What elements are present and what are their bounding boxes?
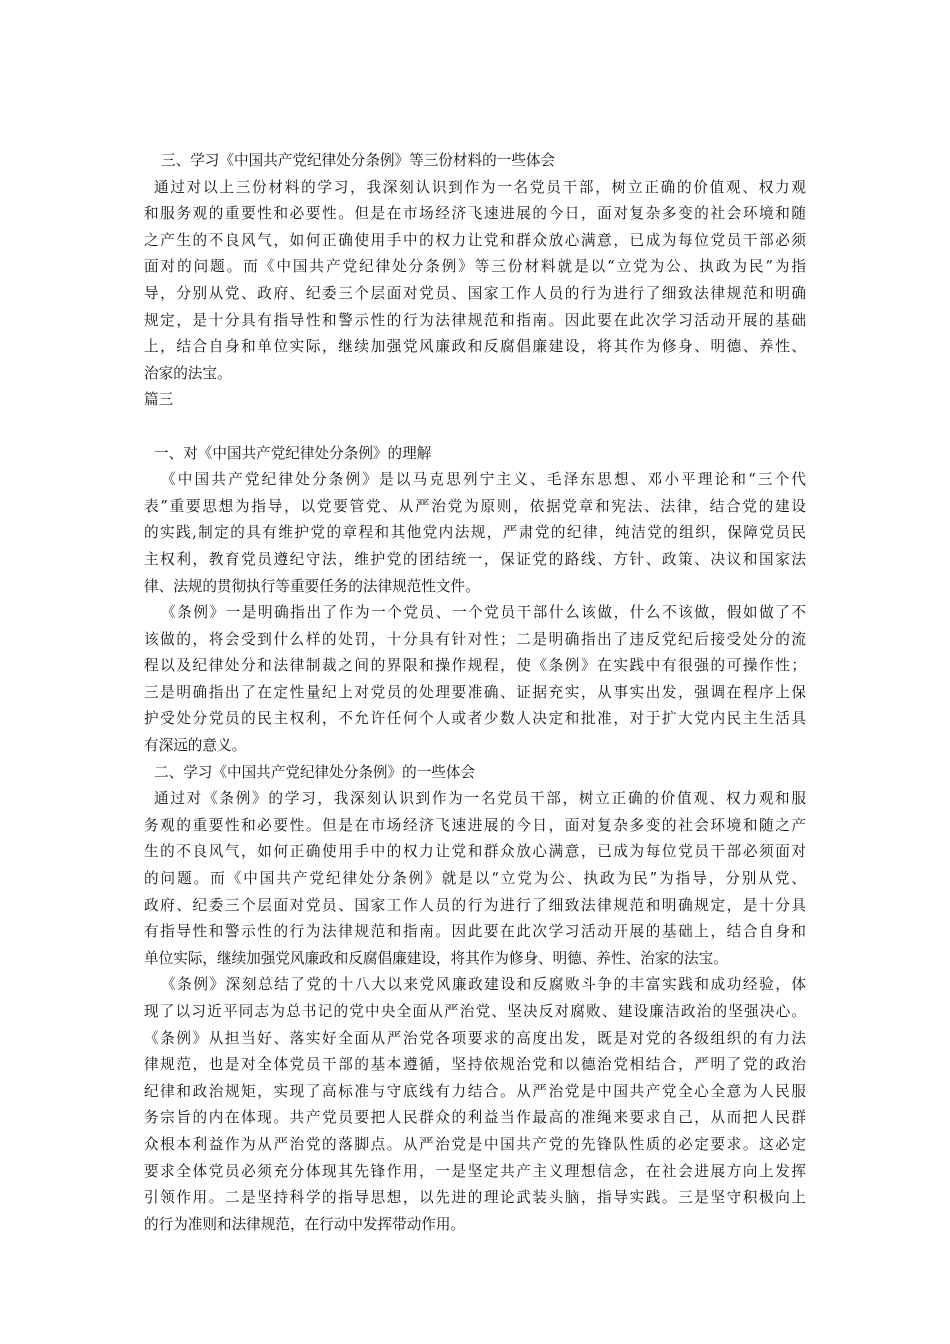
text-line: 和服务观的重要性和必要性。但是在市场经济飞速进展的今日，面对复杂多变的社会环境和随 xyxy=(144,205,806,223)
text-line: 三是明确指出了在定性量纪上对党员的处理要准确、证据充实，从事实出发，强调在程序上保 xyxy=(144,683,806,701)
text-line: 之产生的不良风气，如何正确使用手中的权力让党和群众放心满意，已成为每位党员干部必须 xyxy=(144,231,806,249)
text-line: 的问题。而《中国共产党纪律处分条例》就是以“立党为公、执政为民”为指导，分别从党、 xyxy=(144,870,806,888)
text-line: 一、对《中国共产党纪律处分条例》的理解 xyxy=(154,444,432,462)
text-line: 《中国共产党纪律处分条例》是以马克思列宁主义、毛泽东思想、邓小平理论和“三个代 xyxy=(161,471,806,489)
text-line: 治家的法宝。 xyxy=(144,364,232,382)
section-1 xyxy=(144,148,806,414)
text-line: 面对的问题。而《中国共产党纪律处分条例》等三份材料就是以“立党为公、执政为民”为指 xyxy=(144,258,806,276)
section-gap xyxy=(144,414,806,441)
text-line: 要求全体党员必须充分体现其先锋作用，一是坚定共产主义理想信念，在社会进展方向上发挥 xyxy=(144,1162,806,1180)
text-line: 该做的，将会受到什么样的处罚，十分具有针对性；二是明确指出了违反党纪后接受处分的流 xyxy=(144,630,806,648)
text-line: 规定，是十分具有指导性和警示性的行为法律规范和指南。因此要在此次学习活动开展的基础 xyxy=(144,311,806,329)
text-line: 务观的重要性和必要性。但是在市场经济飞速进展的今日，面对复杂多变的社会环境和随之产 xyxy=(144,816,806,834)
text-line: 二、学习《中国共产党纪律处分条例》的一些体会 xyxy=(154,763,476,781)
text-line: 《条例》从担当好、落实好全面从严治党各项要求的高度出发，既是对党的各级组织的有力法 xyxy=(144,1029,806,1047)
text-line: 通过对以上三份材料的学习，我深刻认识到作为一名党员干部，树立正确的价值观、权力观 xyxy=(154,178,806,196)
text-line: 律、法规的贯彻执行等重要任务的法律规范性文件。 xyxy=(144,577,480,595)
text-line: 程以及纪律处分和法律制裁之间的界限和操作规程，使《条例》在实践中有很强的可操作性； xyxy=(144,657,806,675)
document-page xyxy=(144,148,806,1238)
text-line: 主权利，教育党员遵纪守法，维护党的团结统一，保证党的路线、方针、政策、决议和国家法 xyxy=(144,550,806,568)
text-line: 单位实际，继续加强党风廉政和反腐倡廉建设，将其作为修身、明德、养性、治家的法宝。 xyxy=(144,949,728,967)
text-line: 表”重要思想为指导，以党要管党、从严治党为原则，依据党章和宪法、法律，结合党的建设 xyxy=(144,497,806,515)
text-line: 篇三 xyxy=(144,391,174,409)
text-line: 的行为准则和法律规范，在行动中发挥带动作用。 xyxy=(144,1215,466,1233)
text-line: 三、学习《中国共产党纪律处分条例》等三份材料的一些体会 xyxy=(161,152,556,169)
text-line: 生的不良风气，如何正确使用手中的权力让党和群众放心满意，已成为每位党员干部必须面对 xyxy=(144,843,806,861)
text-line: 《条例》一是明确指出了作为一个党员、一个党员干部什么该做，什么不该做，假如做了不 xyxy=(161,604,806,622)
text-line: 务宗旨的内在体现。共产党员要把人民群众的利益当作最高的准绳来要求自己，从而把人民群 xyxy=(144,1109,806,1127)
text-line: 上，结合自身和单位实际，继续加强党风廉政和反腐倡廉建设，将其作为修身、明德、养性、 xyxy=(144,338,806,356)
text-line: 众根本利益作为从严治党的落脚点。从严治党是中国共产党的先锋队性质的必定要求。这必定 xyxy=(144,1135,806,1153)
text-line: 护受处分党员的民主权利，不允许任何个人或者少数人决定和批准，对于扩大党内民主生活具 xyxy=(144,710,806,728)
text-line: 律规范，也是对全体党员干部的基本遵循，坚持依规治党和以德治党相结合，严明了党的政治 xyxy=(144,1056,806,1074)
text-line: 有指导性和警示性的行为法律规范和指南。因此要在此次学习活动开展的基础上，结合自身和 xyxy=(144,923,806,941)
text-line: 的实践,制定的具有维护党的章程和其他党内法规，严肃党的纪律，纯洁党的组织，保障党员民 xyxy=(144,524,806,542)
text-line: 有深远的意义。 xyxy=(144,737,247,755)
text-line: 纪律和政治规矩，实现了高标准与守底线有力结合。从严治党是中国共产党全心全意为人民服 xyxy=(144,1082,806,1100)
text-line: 政府、纪委三个层面对党员、国家工作人员的行为进行了细致法律规范和明确规定，是十分具 xyxy=(144,896,806,914)
text-line: 《条例》深刻总结了党的十八大以来党风廉政建设和反腐败斗争的丰富实践和成功经验，体 xyxy=(161,976,806,994)
text-line: 引领作用。二是坚持科学的指导思想，以先进的理论武装头脑，指导实践。三是坚守积极向上 xyxy=(144,1189,806,1207)
section-2 xyxy=(144,441,806,1239)
text-line: 现了以习近平同志为总书记的党中央全面从严治党、坚决反对腐败、建设廉洁政治的坚强决心。 xyxy=(144,1003,806,1020)
text-line: 导，分别从党、政府、纪委三个层面对党员、国家工作人员的行为进行了细致法律规范和明确 xyxy=(144,284,806,302)
text-line: 通过对《条例》的学习，我深刻认识到作为一名党员干部，树立正确的价值观、权力观和服 xyxy=(154,790,806,808)
